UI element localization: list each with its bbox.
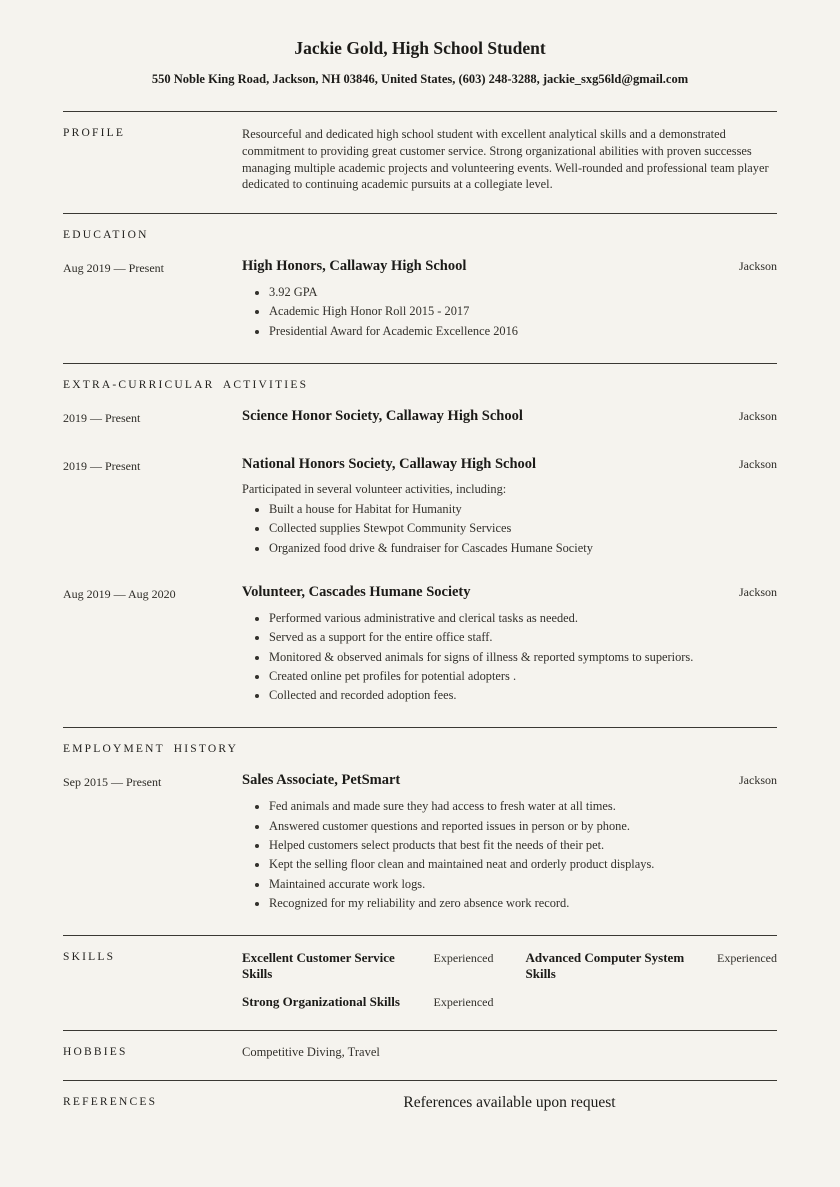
bullet-item: • Kept the selling floor clean and maintained neat and orderly product displays. xyxy=(269,857,777,873)
section-extracurricular xyxy=(63,363,777,727)
extracurricular-entry xyxy=(63,408,777,426)
entry-body xyxy=(242,408,777,426)
bullet-item: • Academic High Honor Roll 2015 - 2017 xyxy=(269,304,777,320)
entry-intro: Participated in several volunteer activities, including: xyxy=(242,482,507,497)
bullet-item: • Presidential Award for Academic Excellence 2016 xyxy=(269,324,777,340)
page-title: Jackie Gold, High School Student xyxy=(294,38,546,58)
contact-line: 550 Noble King Road, Jackson, NH 03846, United States, (603) 248-3288, jackie_sxg56ld@gmail.com xyxy=(151,72,689,86)
skill-item xyxy=(242,950,494,981)
entry-location: Jackson xyxy=(739,457,777,472)
skill-level: Experienced xyxy=(433,951,494,966)
bullet-item: • Collected supplies Stewpot Community Services xyxy=(269,521,777,537)
section-profile xyxy=(63,111,777,213)
employment-entry xyxy=(63,772,777,915)
entry-date: Sep 2015 — Present xyxy=(63,775,162,790)
entry-title: Sales Associate, PetSmart xyxy=(242,772,401,789)
extracurricular-entry xyxy=(63,456,777,560)
section-skills xyxy=(63,935,777,1030)
bullet-list xyxy=(242,799,777,911)
references-text: References available upon request xyxy=(403,1094,616,1112)
bullet-item: • Fed animals and made sure they had access to fresh water at all times. xyxy=(269,799,777,815)
resume-header xyxy=(63,38,777,87)
entry-title: Science Honor Society, Callaway High School xyxy=(242,408,523,425)
bullet-item: • 3.92 GPA xyxy=(269,285,777,301)
entry-header xyxy=(242,258,777,275)
skill-level: Experienced xyxy=(717,951,777,966)
extracurricular-entry xyxy=(63,584,777,707)
section-hobbies xyxy=(63,1030,777,1080)
skills-grid xyxy=(242,948,777,1010)
entry-header xyxy=(242,408,777,425)
entry-title: National Honors Society, Callaway High School xyxy=(242,456,537,473)
bullet-item: • Helped customers select products that best fit the needs of their pet. xyxy=(269,838,777,854)
bullet-list xyxy=(242,611,777,704)
entry-body xyxy=(242,772,777,915)
section-references xyxy=(63,1080,777,1122)
bullet-item: • Built a house for Habitat for Humanity xyxy=(269,502,777,518)
entry-header xyxy=(242,456,777,473)
employment-label: EMPLOYMENT HISTORY xyxy=(63,743,239,756)
entry-date: 2019 — Present xyxy=(63,411,141,426)
profile-label: PROFILE xyxy=(63,127,126,139)
bullet-item: • Recognized for my reliability and zero absence work record. xyxy=(269,896,777,912)
entry-body xyxy=(242,258,777,343)
entry-location: Jackson xyxy=(739,409,777,424)
profile-text: Resourceful and dedicated high school student with excellent analytical skills and a demonstrated commitment to providing great customer service. Strong organizational abilities with proven successes managing multiple academic projects and volunteering events. Well-rounded and professional team player dedicated to continuing academic pursuits at a collegiate level. xyxy=(242,127,769,192)
skill-name: Advanced Computer System Skills xyxy=(525,950,685,981)
entry-body xyxy=(242,456,777,560)
section-education xyxy=(63,213,777,363)
entry-date: Aug 2019 — Present xyxy=(63,261,164,276)
bullet-list xyxy=(242,502,777,556)
entry-date: Aug 2019 — Aug 2020 xyxy=(63,586,176,601)
skill-item xyxy=(242,994,494,1010)
education-label: EDUCATION xyxy=(63,229,149,242)
skill-item xyxy=(526,950,778,981)
skill-level: Experienced xyxy=(433,995,494,1010)
hobbies-text: Competitive Diving, Travel xyxy=(242,1045,380,1060)
entry-location: Jackson xyxy=(739,584,777,599)
entry-body xyxy=(242,584,777,707)
bullet-item: • Answered customer questions and reported issues in person or by phone. xyxy=(269,819,777,835)
entry-date: 2019 — Present xyxy=(63,459,141,474)
education-entry xyxy=(63,258,777,343)
entry-location: Jackson xyxy=(739,259,777,274)
entry-header xyxy=(242,772,777,789)
skills-label: SKILLS xyxy=(63,951,116,964)
section-employment xyxy=(63,727,777,935)
entry-title: High Honors, Callaway High School xyxy=(242,258,467,275)
references-label: REFERENCES xyxy=(63,1096,158,1109)
bullet-item: • Maintained accurate work logs. xyxy=(269,877,777,893)
skill-name: Excellent Customer Service Skills xyxy=(242,950,395,981)
entry-header xyxy=(242,584,777,601)
entry-location: Jackson xyxy=(739,773,777,788)
hobbies-label: HOBBIES xyxy=(63,1046,128,1059)
bullet-item: • Created online pet profiles for potential adopters . xyxy=(269,669,777,685)
bullet-item: • Collected and recorded adoption fees. xyxy=(269,688,777,704)
entry-title: Volunteer, Cascades Humane Society xyxy=(242,583,471,600)
extracurricular-label: EXTRA-CURRICULAR ACTIVITIES xyxy=(63,379,309,392)
bullet-item: • Performed various administrative and clerical tasks as needed. xyxy=(269,611,777,627)
bullet-item: • Served as a support for the entire office staff. xyxy=(269,630,777,646)
skill-name: Strong Organizational Skills xyxy=(242,994,400,1010)
bullet-item: • Organized food drive & fundraiser for Cascades Humane Society xyxy=(269,541,777,557)
bullet-item: • Monitored & observed animals for signs of illness & reported symptoms to superiors. xyxy=(269,650,777,666)
bullet-list xyxy=(242,285,777,339)
